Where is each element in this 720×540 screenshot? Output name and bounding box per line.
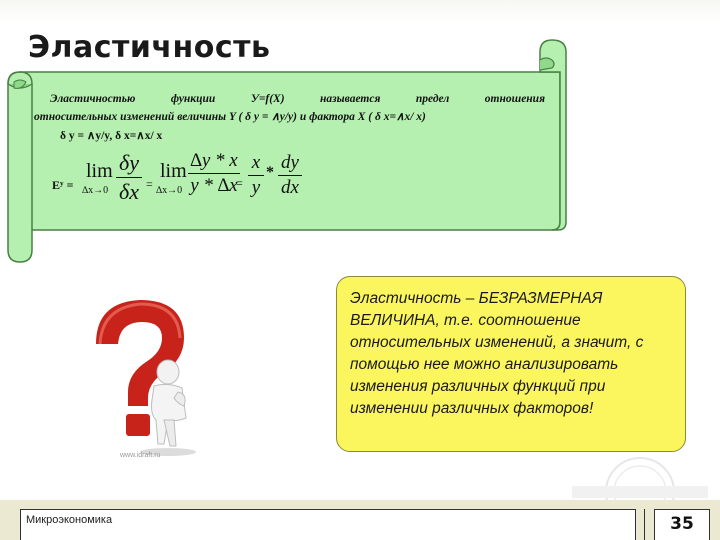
fraction-denominator: y * ∆x (190, 175, 238, 196)
slide-title: Эластичность (28, 30, 271, 65)
callout-text: Эластичность – БЕЗРАЗМЕРНАЯ ВЕЛИЧИНА, т.е. соотношение относительных изменений, а значит, с помощью нее можно анализировать изменения различных функций при изменении различных факторов! (350, 290, 644, 417)
fraction-bar (188, 173, 240, 174)
fraction-numerator: ∆y * x (190, 150, 238, 171)
fraction-numerator: dy (281, 152, 299, 173)
fraction-denominator: y (251, 177, 261, 198)
footer-subject-box (20, 509, 636, 540)
formula-multiply: * (266, 164, 274, 181)
fraction-dy-dx-2 (278, 152, 302, 199)
question-mark-figure-icon (88, 294, 208, 464)
formula-lim-1-sub: ∆x→0 (82, 185, 109, 196)
fraction-numerator: δy (119, 150, 139, 175)
fraction-bar (116, 177, 142, 178)
formula-lim-1: lim (86, 160, 113, 182)
footer-divider (644, 509, 645, 540)
formula-lim-2-sub: ∆x→0 (156, 185, 183, 196)
fraction-dy-dx (116, 150, 142, 205)
fraction-bar (278, 175, 302, 176)
fraction-denominator: δx (119, 179, 139, 204)
fraction-x-y (248, 152, 264, 199)
fraction-numerator: x (251, 152, 261, 173)
formula-equals-2: = (236, 176, 243, 190)
fraction-dyx-ydx (188, 150, 240, 197)
definition-deltas: δ y = ∧y/y, δ x=∧x/ x (60, 130, 163, 142)
formula-equals-1: = (146, 177, 153, 191)
page-number: 35 (670, 514, 694, 534)
formula-lim-2: lim (160, 160, 187, 182)
definition-line-2: относительных изменений величины Y ( δ y = ∧y/y) и фактора X ( δ x=∧x/ x) (34, 111, 426, 123)
fraction-denominator: dx (281, 177, 299, 198)
definition-line-1: Эластичностью функции У=f(X) называется предел отношения (50, 93, 545, 105)
footer-subject: Микроэкономика (26, 514, 113, 526)
image-watermark: www.idraft.ru (120, 452, 161, 459)
fraction-bar (248, 175, 264, 176)
formula-e-label: Eʸ = (52, 178, 74, 192)
